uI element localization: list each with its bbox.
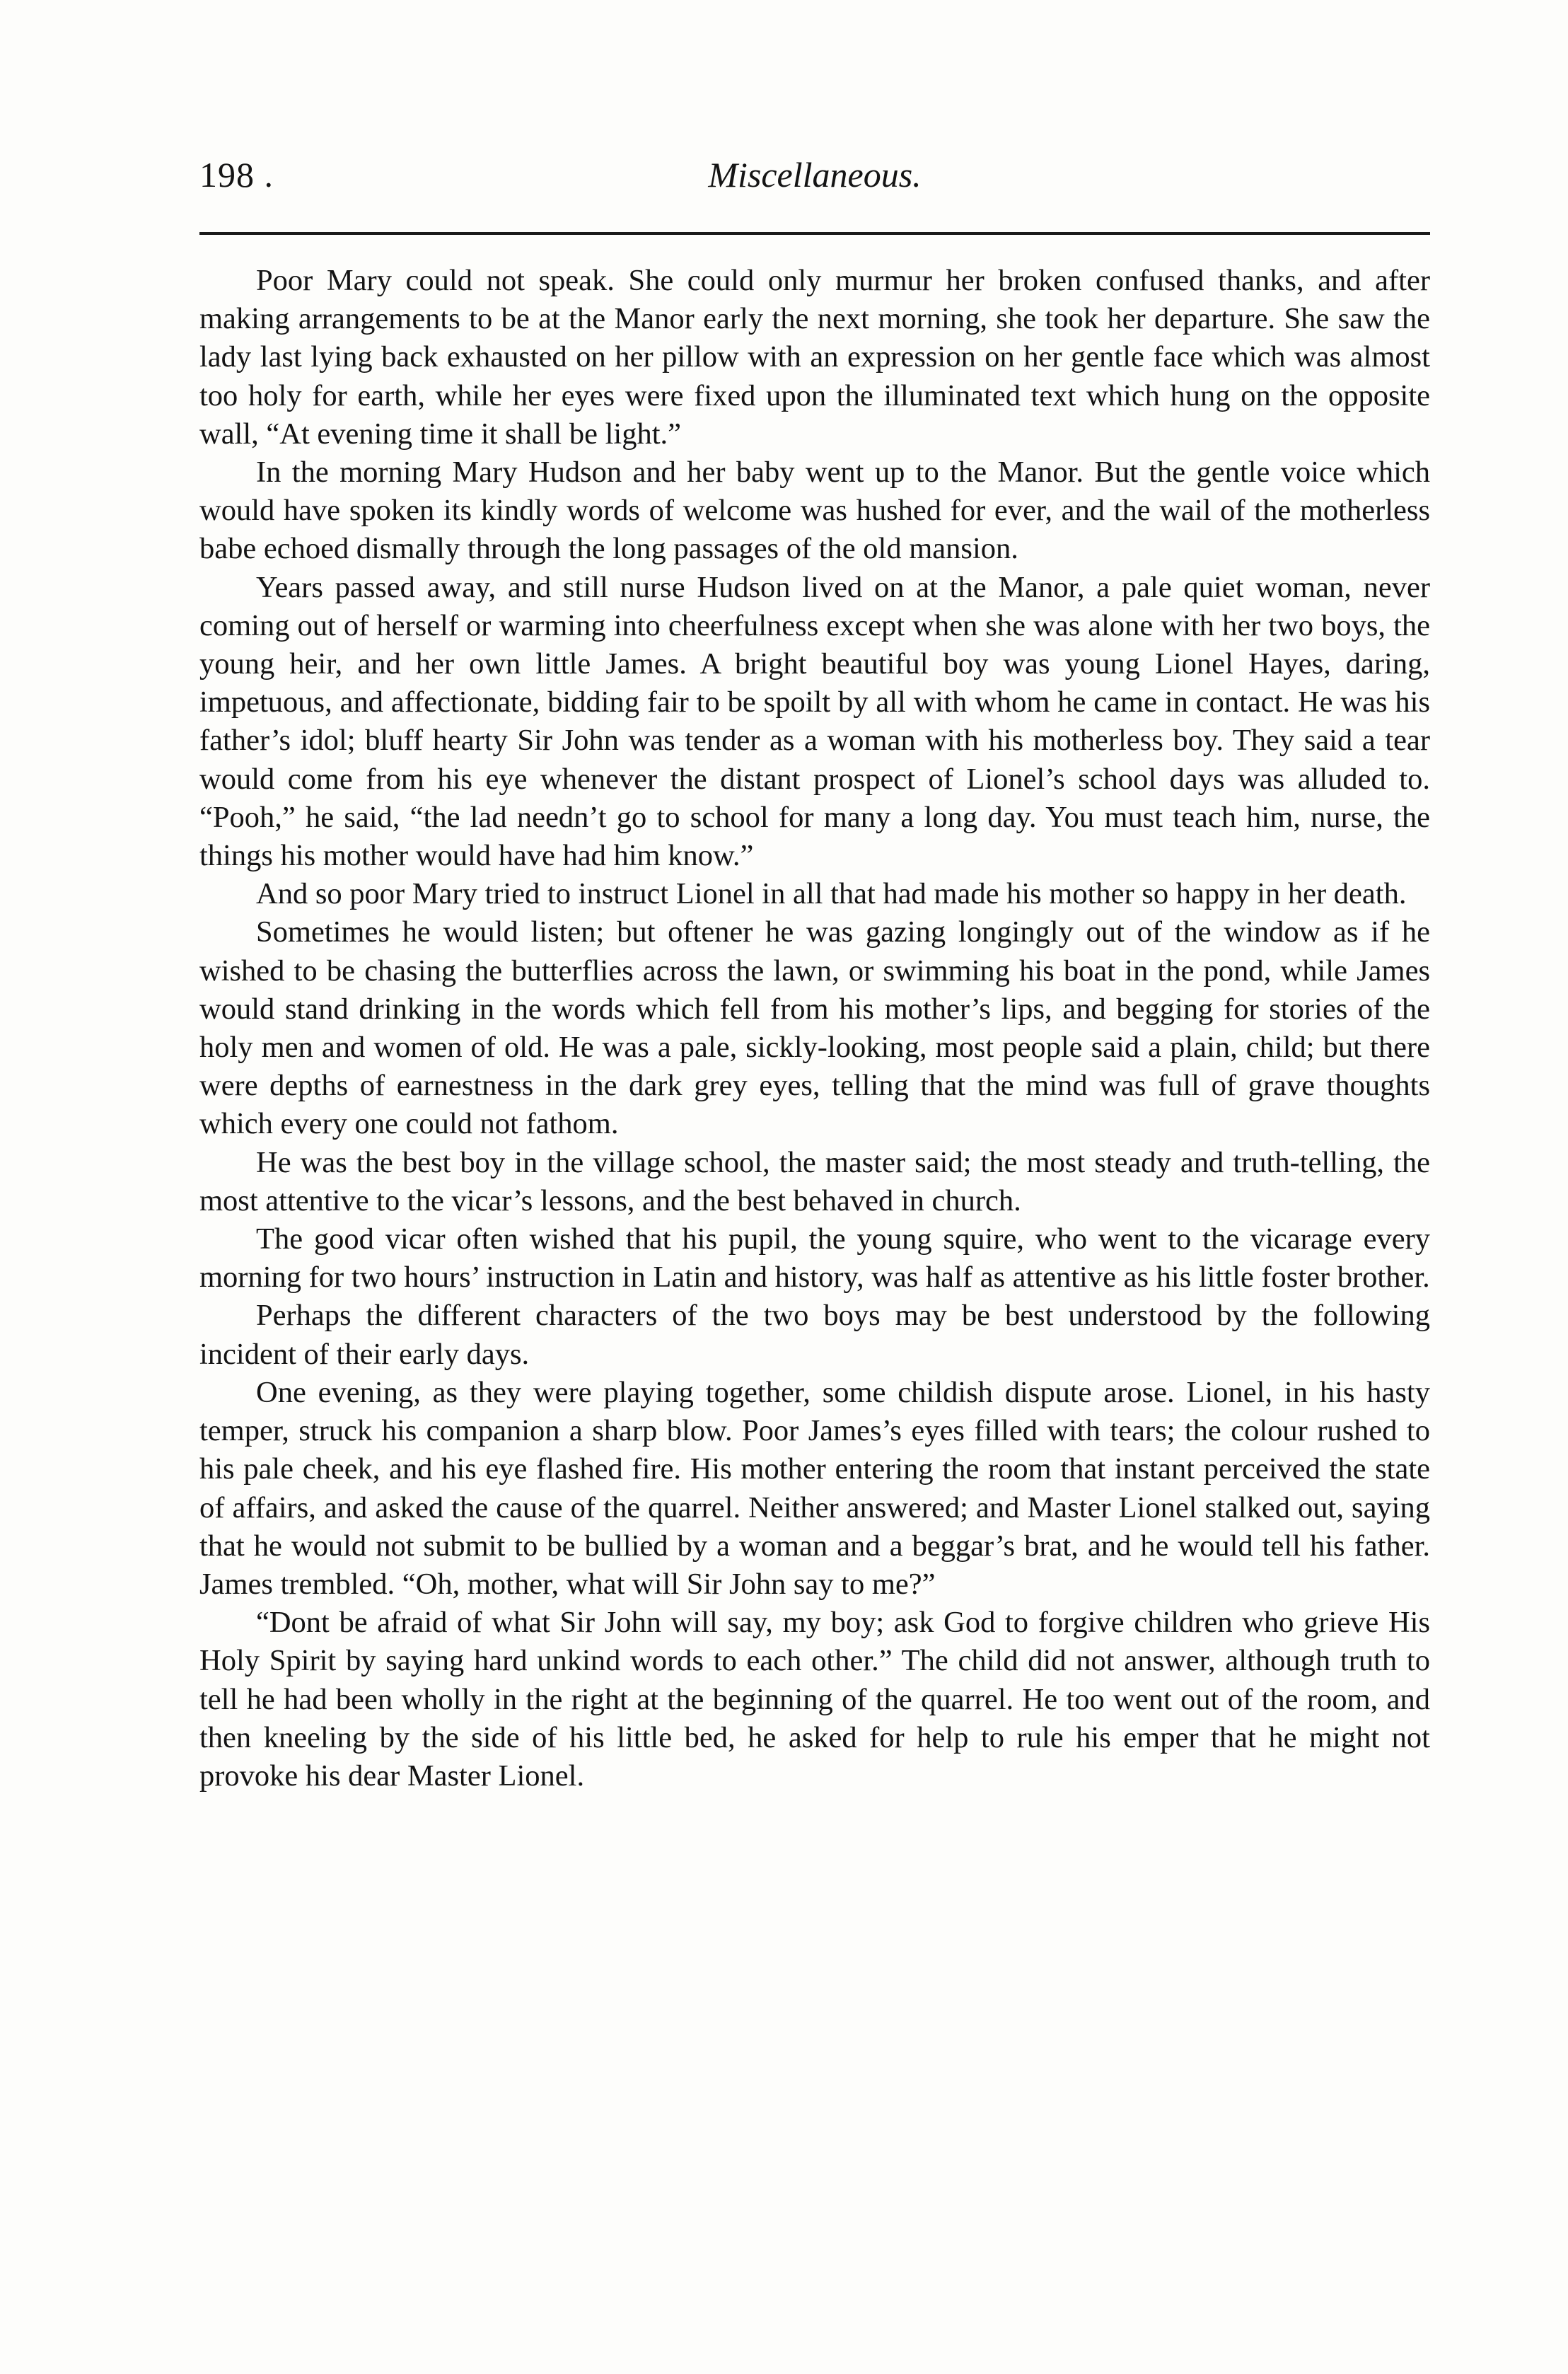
page-number: 198 .	[199, 155, 274, 195]
running-title: Miscellaneous.	[708, 155, 922, 195]
paragraph: “Dont be afraid of what Sir John will say, my boy; ask God to forgive children who grieve His Holy Spirit by saying hard unkind words to each other.” The child did not answer, although truth to tell he had been wholly in the right at the beginning of the quarrel. He too went out of the room, and then kneeling by the side of his little bed, he asked for help to rule his emper that he might not provoke his dear Master Lionel.	[199, 1606, 1430, 1793]
book-page	[199, 141, 1430, 2320]
paragraph: Poor Mary could not speak. She could only murmur her broken confused thanks, and after making arrangements to be at the Manor early the next morning, she took her departure. She saw the lady last lying back exhausted on her pillow with an expression on her gentle face which was almost too holy for earth, while her eyes were fixed upon the illuminated text which hung on the opposite wall, “At evening time it shall be light.”	[199, 264, 1430, 451]
page-header	[199, 141, 1430, 209]
paragraph: The good vicar often wished that his pupil, the young squire, who went to the vicarage every morning for two hours’ instruction in Latin and history, was half as attentive as his little foster brother.	[199, 1222, 1430, 1295]
paragraph: He was the best boy in the village school, the master said; the most steady and truth-telling, the most attentive to the vicar’s lessons, and the best behaved in church.	[199, 1145, 1430, 1217]
paragraph: Years passed away, and still nurse Hudson lived on at the Manor, a pale quiet woman, never coming out of herself or warming into cheerfulness except when she was alone with her two boys, the young heir, and her own little James. A bright beautiful boy was young Lionel Hayes, daring, impetuous, and affectionate, bidding fair to be spoilt by all with whom he came in contact. He was his father’s idol; bluff hearty Sir John was tender as a woman with his motherless boy. They said a tear would come from his eye whenever the distant prospect of Lionel’s school days was alluded to. “Pooh,” he said, “the lad needn’t go to school for many a long day. You must teach him, nurse, the things his mother would have had him know.”	[199, 570, 1430, 873]
body-text	[199, 262, 1430, 1795]
paragraph: One evening, as they were playing together, some childish dispute arose. Lionel, in his hasty temper, struck his companion a sharp blow. Poor James’s eyes filled with tears; the colour rushed to his pale cheek, and his eye flashed fire. His mother entering the room that instant perceived the state of affairs, and asked the cause of the quarrel. Neither answered; and Master Lionel stalked out, saying that he would not submit to be bullied by a woman and a beggar’s brat, and he would tell his father. James trembled. “Oh, mother, what will Sir John say to me?”	[199, 1375, 1430, 1601]
paragraph: Sometimes he would listen; but oftener he was gazing longingly out of the window as if he wished to be chasing the butterflies across the lawn, or swimming his boat in the pond, while James would stand drinking in the words which fell from his mother’s lips, and begging for stories of the holy men and women of old. He was a pale, sickly-looking, most people said a plain, child; but there were depths of earnestness in the dark grey eyes, telling that the mind was full of grave thoughts which every one could not fathom.	[199, 915, 1430, 1141]
paragraph: Perhaps the different characters of the two boys may be best understood by the following incident of their early days.	[199, 1299, 1430, 1371]
paragraph: In the morning Mary Hudson and her baby went up to the Manor. But the gentle voice which would have spoken its kindly words of welcome was hushed for ever, and the wail of the motherless babe echoed dismally through the long passages of the old mansion.	[199, 456, 1430, 566]
paragraph: And so poor Mary tried to instruct Lionel in all that had made his mother so happy in her death.	[256, 877, 1407, 911]
header-rule	[199, 232, 1430, 235]
